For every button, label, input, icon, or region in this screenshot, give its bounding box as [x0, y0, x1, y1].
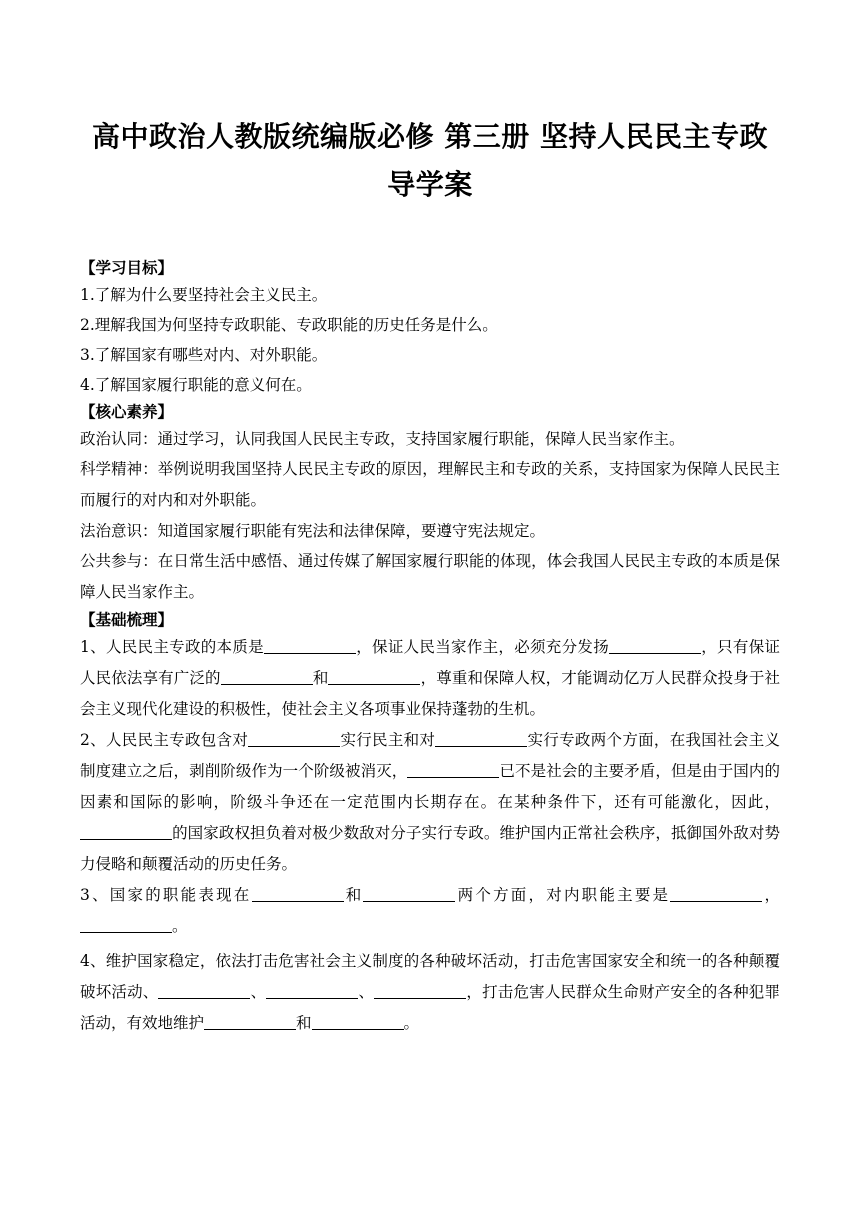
fill-blank[interactable]: [363, 885, 455, 902]
basics-heading: 【基础梳理】: [80, 611, 174, 629]
basics-paragraph-3: 3、国家的职能表现在 和 两个方面，对内职能主要是 ，。: [80, 886, 780, 935]
title-line-1: 高中政治人教版统编版必修 第三册 坚持人民民主专政: [92, 120, 768, 153]
fill-blank[interactable]: [221, 668, 313, 685]
objective-item: 1.了解为什么要坚持社会主义民主。: [80, 286, 328, 304]
fill-blank[interactable]: [204, 1013, 296, 1030]
fill-blank[interactable]: [670, 885, 762, 902]
fill-blank[interactable]: [407, 761, 499, 778]
basics-paragraph-2: 2、人民民主专政包含对 实行民主和对 实行专政两个方面，在我国社会主义制度建立之后，剥削阶级作为一个阶级被消灭， 已不是社会的主要矛盾，但是由于国内的因素和国际的影响，阶级斗争还在一定范围内长期存在。在某种条件下，还有可能激化，因此，的国家政权担负着对极少数敌对分子实行专政。维护国内正常社会秩序，抵御国外敌对势力侵略和颠覆活动的历史任务。: [80, 731, 780, 873]
fill-blank[interactable]: [374, 982, 466, 999]
fill-blank[interactable]: [312, 1013, 404, 1030]
fill-blank[interactable]: [264, 637, 356, 654]
fill-blank[interactable]: [609, 637, 701, 654]
page-title: [60, 113, 800, 209]
fill-blank[interactable]: [80, 916, 172, 933]
objective-item: 2.理解我国为何坚持专政职能、专政职能的历史任务是什么。: [80, 316, 498, 334]
literacy-item: 法治意识：知道国家履行职能有宪法和法律保障，要遵守宪法规定。: [80, 522, 546, 540]
document-body: [80, 256, 780, 1039]
objective-item: 3.了解国家有哪些对内、对外职能。: [80, 346, 328, 364]
literacy-item: 科学精神：举例说明我国坚持人民民主专政的原因，理解民主和专政的关系，支持国家为保障人民民主而履行的对内和对外职能。: [80, 460, 780, 509]
fill-blank[interactable]: [328, 668, 420, 685]
title-line-2: 导学案: [387, 168, 473, 201]
fill-blank[interactable]: [435, 730, 527, 747]
objectives-heading: 【学习目标】: [80, 259, 174, 277]
literacy-heading: 【核心素养】: [80, 403, 174, 421]
literacy-item: 公共参与：在日常生活中感悟、通过传媒了解国家履行职能的体现，体会我国人民民主专政的本质是保障人民当家作主。: [80, 552, 780, 601]
fill-blank[interactable]: [248, 730, 340, 747]
basics-paragraph-4: 4、维护国家稳定，依法打击危害社会主义制度的各种破坏活动，打击危害国家安全和统一的各种颠覆破坏活动、 、 、 ，打击危害人民群众生命财产安全的各种犯罪活动，有效地维护 和 。: [80, 952, 780, 1032]
fill-blank[interactable]: [252, 885, 344, 902]
fill-blank[interactable]: [266, 982, 358, 999]
objective-item: 4.了解国家履行职能的意义何在。: [80, 376, 312, 394]
literacy-item: 政治认同：通过学习，认同我国人民民主专政，支持国家履行职能，保障人民当家作主。: [80, 430, 685, 448]
basics-paragraph-1: 1、人民民主专政的本质是 ，保证人民当家作主，必须充分发扬 ，只有保证人民依法享有广泛的 和 ，尊重和保障人权，才能调动亿万人民群众投身于社会主义现代化建设的积极性，使社会主义各项事业保持蓬勃的生机。: [80, 638, 780, 718]
fill-blank[interactable]: [80, 823, 172, 840]
fill-blank[interactable]: [158, 982, 250, 999]
